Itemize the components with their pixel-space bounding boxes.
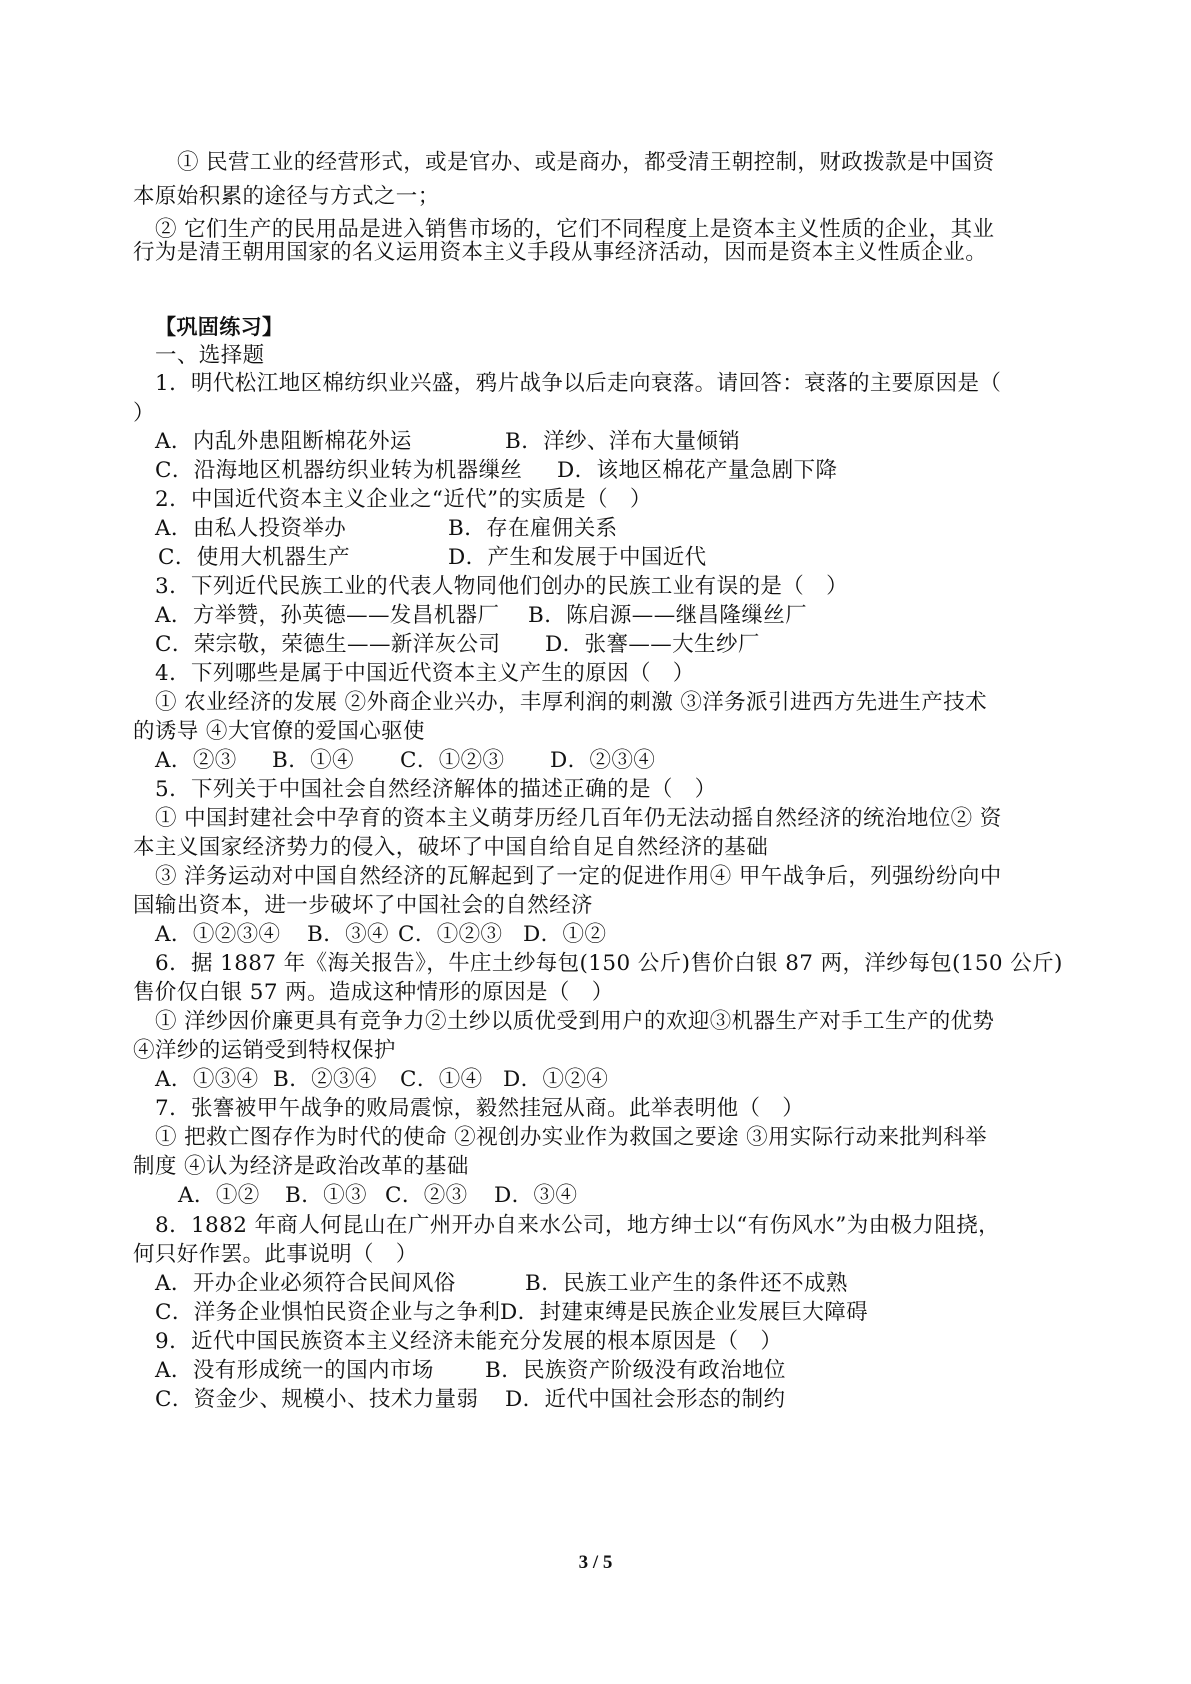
intro-line: 行为是清王朝用国家的名义运用资本主义手段从事经济活动，因而是资本主义性质企业。 <box>133 240 988 265</box>
option-d: D．产生和发展于中国近代 <box>448 545 707 570</box>
statement-line: 制度 ④认为经济是政治改革的基础 <box>133 1154 469 1179</box>
question-stem: 6．据 1887 年《海关报告》，牛庄土纱每包(150 公斤)售价白银 87 两，洋纱每包(150 公斤) <box>155 951 1063 976</box>
section-heading: 【巩固练习】 <box>155 315 284 339</box>
option-c: C．洋务企业惧怕民资企业与之争利 <box>155 1300 501 1325</box>
option-c: C．资金少、规模小、技术力量弱 <box>155 1387 479 1412</box>
option-a: A．内乱外患阻断棉花外运 <box>155 429 412 454</box>
question-stem: 何只好作罢。此事说明（ ） <box>133 1242 418 1267</box>
option-c: C．荣宗敬，荣德生——新洋灰公司 <box>155 632 501 657</box>
statement-line: ① 农业经济的发展 ②外商企业兴办，丰厚利润的刺激 ③洋务派引进西方先进生产技术 <box>155 690 988 715</box>
option-b: B．存在雇佣关系 <box>448 516 618 541</box>
option-a: A．①③④ <box>155 1067 259 1092</box>
statement-line: 的诱导 ④大官僚的爱国心驱使 <box>133 719 425 744</box>
option-d: D．封建束缚是民族企业发展巨大障碍 <box>500 1300 869 1325</box>
question-stem: 7．张謇被甲午战争的败局震惊，毅然挂冠从商。此举表明他（ ） <box>155 1096 805 1121</box>
option-b: B．洋纱、洋布大量倾销 <box>505 429 741 454</box>
intro-line: ② 它们生产的民用品是进入销售市场的，它们不同程度上是资本主义性质的企业，其业 <box>155 217 995 242</box>
option-d: D．③④ <box>494 1183 578 1208</box>
option-row <box>155 427 1085 457</box>
option-row <box>155 543 1085 573</box>
option-c: C．使用大机器生产 <box>158 545 351 570</box>
option-b: B．③④ <box>307 922 389 947</box>
option-row <box>155 1385 1085 1415</box>
question-stem: 2．中国近代资本主义企业之“近代”的实质是（ ） <box>155 487 652 512</box>
option-b: B．民族工业产生的条件还不成熟 <box>525 1271 848 1296</box>
option-row <box>155 746 1085 776</box>
question-stem: ） <box>133 401 155 426</box>
option-a: A．由私人投资举办 <box>155 516 347 541</box>
option-d: D．①② <box>523 922 607 947</box>
option-d: D．近代中国社会形态的制约 <box>505 1387 786 1412</box>
question-stem: 售价仅白银 57 两。造成这种情形的原因是（ ） <box>133 980 614 1005</box>
statement-line: 本主义国家经济势力的侵入，破坏了中国自给自足自然经济的基础 <box>133 835 769 860</box>
option-c: C．①②③ <box>400 748 505 773</box>
option-b: B．民族资产阶级没有政治地位 <box>485 1358 786 1383</box>
question-stem: 5．下列关于中国社会自然经济解体的描述正确的是（ ） <box>155 777 717 802</box>
question-stem: 9．近代中国民族资本主义经济未能充分发展的根本原因是（ ） <box>155 1329 783 1354</box>
option-row <box>178 1181 1108 1211</box>
intro-line: ① 民营工业的经营形式，或是官办、或是商办，都受清王朝控制，财政拨款是中国资 <box>177 150 995 175</box>
question-stem: 4．下列哪些是属于中国近代资本主义产生的原因（ ） <box>155 661 695 686</box>
option-a: A．①②③④ <box>155 922 281 947</box>
option-c: C．沿海地区机器纺织业转为机器缫丝 <box>155 458 523 483</box>
option-a: A．开办企业必须符合民间风俗 <box>155 1271 456 1296</box>
option-b: B．①③ <box>285 1183 367 1208</box>
question-stem: 3．下列近代民族工业的代表人物同他们创办的民族工业有误的是（ ） <box>155 574 848 599</box>
statement-line: ③ 洋务运动对中国自然经济的瓦解起到了一定的促进作用④ 甲午战争后，列强纷纷向中 <box>155 864 1002 889</box>
option-c: C．②③ <box>385 1183 468 1208</box>
option-b: B．①④ <box>272 748 354 773</box>
question-stem: 1．明代松江地区棉纺织业兴盛，鸦片战争以后走向衰落。请回答：衰落的主要原因是（ <box>155 371 1002 396</box>
option-row <box>155 1298 1085 1328</box>
option-d: D．②③④ <box>550 748 656 773</box>
option-a: A．②③ <box>155 748 237 773</box>
option-row <box>155 920 1085 950</box>
option-d: D．张謇——大生纱厂 <box>545 632 760 657</box>
option-c: C．①②③ <box>398 922 503 947</box>
statement-line: ① 洋纱因价廉更具有竞争力②土纱以质优受到用户的欢迎③机器生产对手工生产的优势 <box>155 1009 995 1034</box>
page-number: 3 / 5 <box>578 1552 613 1573</box>
question-stem: 8．1882 年商人何昆山在广州开办自来水公司，地方绅士以“有伤风水”为由极力阻挠， <box>155 1213 1001 1238</box>
option-a: A．没有形成统一的国内市场 <box>155 1358 434 1383</box>
statement-line: 国输出资本，进一步破坏了中国社会的自然经济 <box>133 893 593 918</box>
statement-line: ① 中国封建社会中孕育的资本主义萌芽历经几百年仍无法动摇自然经济的统治地位② 资 <box>155 806 1002 831</box>
option-d: D．该地区棉花产量急剧下降 <box>557 458 838 483</box>
section-subheading: 一、选择题 <box>155 343 265 368</box>
intro-line: 本原始积累的途径与方式之一； <box>133 184 440 209</box>
option-c: C．①④ <box>400 1067 483 1092</box>
option-row <box>155 456 1085 486</box>
option-row <box>155 514 1085 544</box>
option-row <box>155 601 1085 631</box>
statement-line: ① 把救亡图存作为时代的使命 ②视创办实业作为救国之要途 ③用实际行动来批判科举 <box>155 1125 988 1150</box>
statement-line: ④洋纱的运销受到特权保护 <box>133 1038 396 1063</box>
option-row <box>155 1356 1085 1386</box>
option-a: A．方举赞，孙英德——发昌机器厂 <box>155 603 500 628</box>
option-b: B．②③④ <box>273 1067 377 1092</box>
option-row <box>155 630 1085 660</box>
option-a: A．①② <box>178 1183 260 1208</box>
option-row <box>155 1065 1085 1095</box>
option-row <box>155 1269 1085 1299</box>
option-b: B．陈启源——继昌隆缫丝厂 <box>528 603 808 628</box>
option-d: D．①②④ <box>503 1067 609 1092</box>
